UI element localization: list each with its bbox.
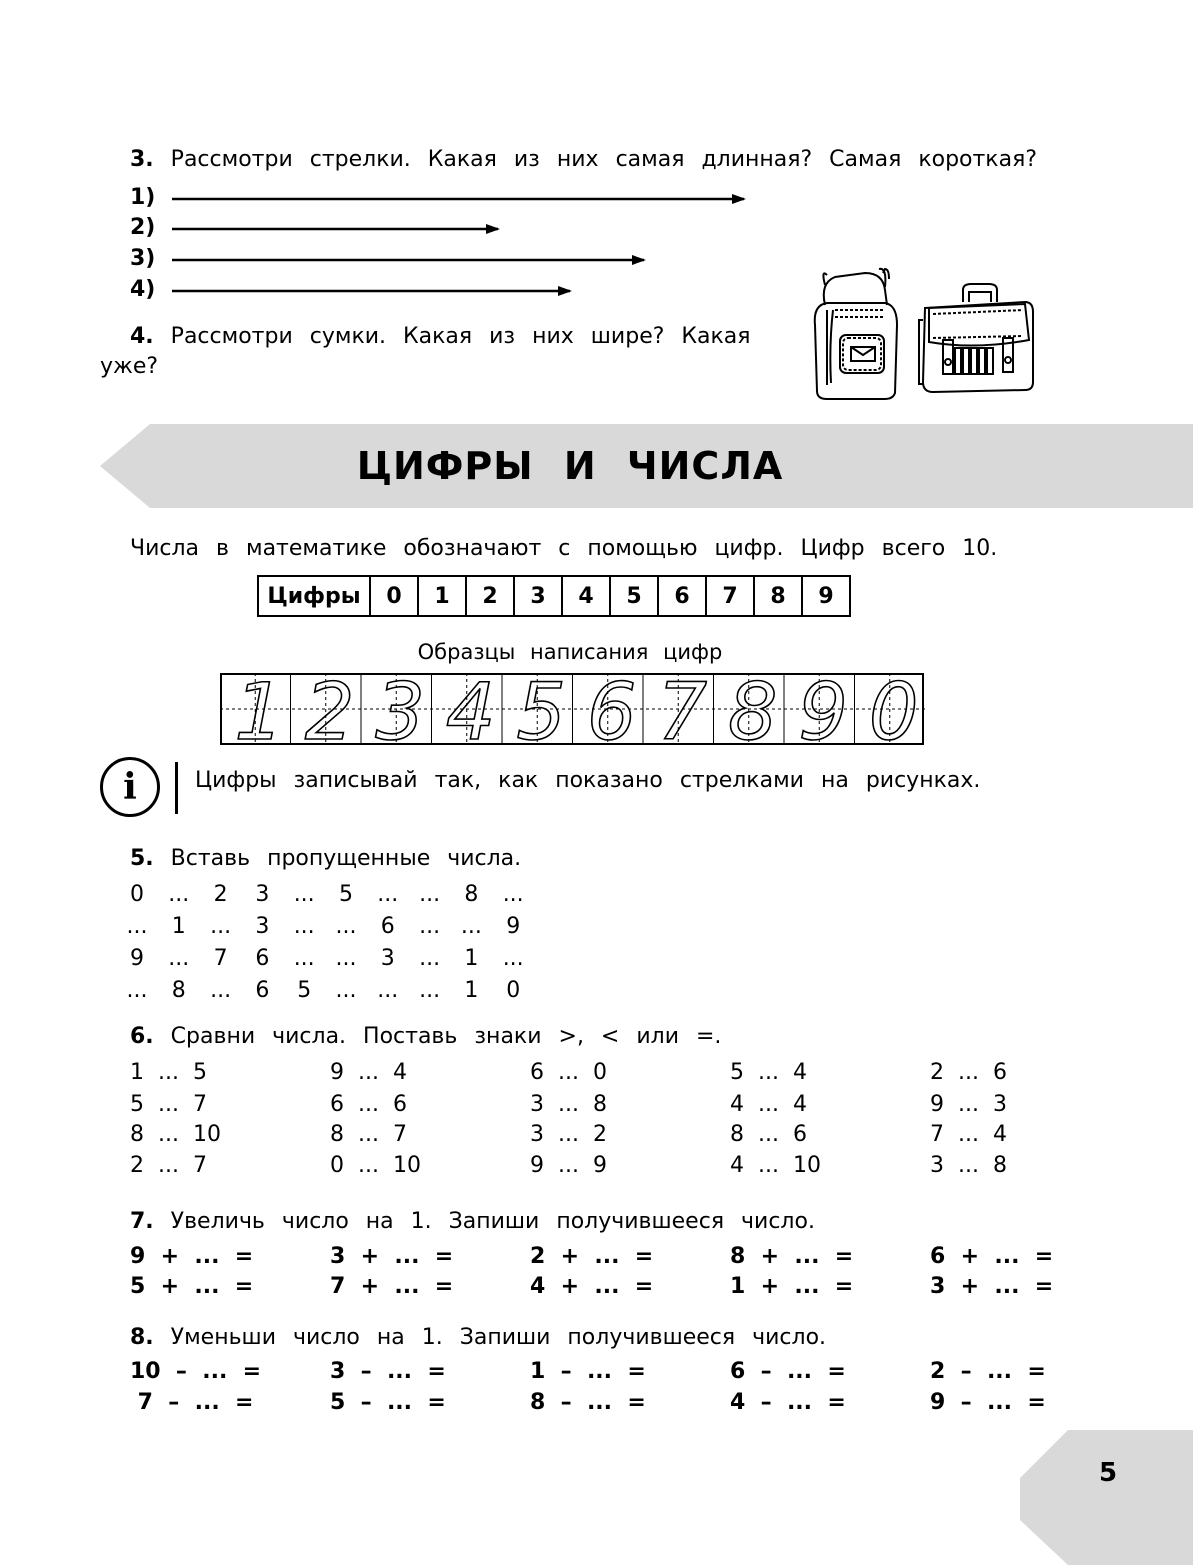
task5-heading xyxy=(130,846,521,871)
digit-cell: 1 xyxy=(418,576,466,616)
sequence-item: 1 xyxy=(464,946,479,971)
handwriting-samples-grid xyxy=(220,673,925,745)
sequence-item: 0 xyxy=(506,978,521,1003)
equation-item: 10 – ... = xyxy=(130,1359,262,1384)
comparison-item: 3 ... 8 xyxy=(530,1092,607,1117)
comparison-item: 1 ... 5 xyxy=(130,1060,207,1085)
sample-digit: 0 xyxy=(868,673,919,745)
intro-text: Числа в математике обозначают с помощью цифр. Цифр всего 10. xyxy=(130,536,998,561)
equation-item: 9 + ... = xyxy=(130,1244,254,1269)
sequence-item: ... xyxy=(168,946,190,971)
sequence-item: 3 xyxy=(380,946,395,971)
sequence-item: 1 xyxy=(464,978,479,1003)
sequence-item: 8 xyxy=(464,882,479,907)
equation-item: 6 – ... = xyxy=(730,1359,846,1384)
sequence-item: ... xyxy=(377,978,399,1003)
equation-item: 4 + ... = xyxy=(530,1274,654,1299)
task7-number: 7. xyxy=(130,1209,154,1234)
comparison-item: 3 ... 8 xyxy=(930,1153,1007,1178)
sequence-item: ... xyxy=(419,882,441,907)
arrow-3 xyxy=(172,246,652,276)
task6-heading xyxy=(130,1024,721,1049)
sequence-item: ... xyxy=(419,914,441,939)
sequence-item: ... xyxy=(210,914,232,939)
sequence-item: 6 xyxy=(255,978,270,1003)
sequence-item: ... xyxy=(293,882,315,907)
briefcase-illustration xyxy=(915,280,1040,400)
info-text: Цифры записывай так, как показано стрелками на рисунках. xyxy=(195,768,981,793)
task3-number: 3. xyxy=(130,147,154,172)
comparison-item: 4 ... 4 xyxy=(730,1092,807,1117)
samples-title: Образцы написания цифр xyxy=(417,640,723,664)
sequence-item: ... xyxy=(335,914,357,939)
digit-cell: 8 xyxy=(754,576,802,616)
sequence-item: 3 xyxy=(255,914,270,939)
equation-item: 5 – ... = xyxy=(330,1390,446,1415)
comparison-item: 8 ... 7 xyxy=(330,1122,407,1147)
task6-text: Сравни числа. Поставь знаки >, < или =. xyxy=(170,1024,722,1049)
sample-digit: 7 xyxy=(657,673,708,745)
sequence-item: 6 xyxy=(255,946,270,971)
task8-number: 8. xyxy=(130,1325,154,1350)
sequence-item: ... xyxy=(126,978,148,1003)
sequence-item: ... xyxy=(502,946,524,971)
comparison-item: 7 ... 4 xyxy=(930,1122,1007,1147)
digit-cell: 4 xyxy=(562,576,610,616)
equation-item: 1 + ... = xyxy=(730,1274,854,1299)
sequence-item: 1 xyxy=(171,914,186,939)
sample-digit: 6 xyxy=(586,673,637,745)
task3-heading xyxy=(130,147,1037,172)
arrow-4 xyxy=(172,277,582,307)
digit-cell: 0 xyxy=(370,576,418,616)
digit-cell: 6 xyxy=(658,576,706,616)
sequence-item: 7 xyxy=(213,946,228,971)
equation-item: 7 – ... = xyxy=(130,1390,254,1415)
sequence-item: ... xyxy=(335,946,357,971)
comparison-item: 8 ... 6 xyxy=(730,1122,807,1147)
sequence-item: 6 xyxy=(380,914,395,939)
comparison-item: 9 ... 4 xyxy=(330,1060,407,1085)
task4-text-continued: уже? xyxy=(100,354,159,379)
digits-table xyxy=(257,575,851,617)
page-corner xyxy=(1020,1430,1193,1565)
arrow-label-4: 4) xyxy=(130,277,156,302)
task4-number: 4. xyxy=(130,324,154,349)
comparison-item: 5 ... 4 xyxy=(730,1060,807,1085)
equation-item: 3 + ... = xyxy=(330,1244,454,1269)
sequence-item: 9 xyxy=(506,914,521,939)
sequence-item: ... xyxy=(460,914,482,939)
equation-item: 2 – ... = xyxy=(930,1359,1046,1384)
task3-text: Рассмотри стрелки. Какая из них самая длинная? Самая короткая? xyxy=(170,147,1037,172)
sequence-item: 8 xyxy=(171,978,186,1003)
arrow-2 xyxy=(172,215,512,245)
task4-heading xyxy=(130,324,751,349)
page-number: 5 xyxy=(1098,1458,1118,1488)
equation-item: 6 + ... = xyxy=(930,1244,1054,1269)
comparison-item: 6 ... 0 xyxy=(530,1060,607,1085)
comparison-item: 5 ... 7 xyxy=(130,1092,207,1117)
equation-item: 4 – ... = xyxy=(730,1390,846,1415)
sample-digit: 4 xyxy=(445,673,496,745)
arrow-label-3: 3) xyxy=(130,246,156,271)
sequence-item: ... xyxy=(126,914,148,939)
task5-text: Вставь пропущенные числа. xyxy=(170,846,522,871)
digit-cell: 2 xyxy=(466,576,514,616)
sequence-item: 3 xyxy=(255,882,270,907)
equation-item: 7 + ... = xyxy=(330,1274,454,1299)
sequence-item: 2 xyxy=(213,882,228,907)
task7-heading xyxy=(130,1209,815,1234)
task6-number: 6. xyxy=(130,1024,154,1049)
sample-digit: 2 xyxy=(304,673,355,745)
task4-text: Рассмотри сумки. Какая из них шире? Какая xyxy=(170,324,751,349)
sample-digit: 1 xyxy=(234,673,285,745)
arrow-label-1: 1) xyxy=(130,185,156,210)
sequence-item: ... xyxy=(293,946,315,971)
sequence-item: 5 xyxy=(339,882,353,907)
comparison-item: 4 ... 10 xyxy=(730,1153,821,1178)
sequence-item: ... xyxy=(210,978,232,1003)
equation-item: 8 – ... = xyxy=(530,1390,646,1415)
sample-digit: 8 xyxy=(727,673,778,745)
comparison-item: 6 ... 6 xyxy=(330,1092,407,1117)
sequence-item: 5 xyxy=(297,978,312,1003)
info-icon: i xyxy=(100,757,160,817)
equation-item: 5 + ... = xyxy=(130,1274,254,1299)
task5-number: 5. xyxy=(130,846,154,871)
comparison-item: 9 ... 3 xyxy=(930,1092,1007,1117)
sample-digit: 9 xyxy=(798,673,849,745)
comparison-item: 2 ... 7 xyxy=(130,1153,207,1178)
digit-cell: 5 xyxy=(610,576,658,616)
sequence-item: ... xyxy=(419,978,441,1003)
digit-cell: 3 xyxy=(514,576,562,616)
digit-cell: 7 xyxy=(706,576,754,616)
digit-cell: 9 xyxy=(802,576,850,616)
task8-text: Уменьши число на 1. Запиши получившееся число. xyxy=(170,1325,827,1350)
equation-item: 2 + ... = xyxy=(530,1244,654,1269)
section-title: ЦИФРЫ И ЧИСЛА xyxy=(356,444,784,488)
sequence-item: ... xyxy=(377,882,399,907)
equation-item: 3 + ... = xyxy=(930,1274,1054,1299)
equation-item: 9 – ... = xyxy=(930,1390,1046,1415)
equation-item: 3 – ... = xyxy=(330,1359,446,1384)
sequence-item: ... xyxy=(502,882,524,907)
comparison-item: 3 ... 2 xyxy=(530,1122,607,1147)
arrow-1 xyxy=(172,185,752,215)
comparison-item: 2 ... 6 xyxy=(930,1060,1007,1085)
sequence-item: ... xyxy=(168,882,190,907)
comparison-item: 9 ... 9 xyxy=(530,1153,607,1178)
sequence-item: 9 xyxy=(130,946,144,971)
sequence-item: 0 xyxy=(130,882,144,907)
sample-digit: 5 xyxy=(516,673,567,745)
sequence-item: ... xyxy=(293,914,315,939)
equation-item: 8 + ... = xyxy=(730,1244,854,1269)
info-divider xyxy=(175,762,178,814)
equation-item: 1 – ... = xyxy=(530,1359,646,1384)
task8-heading xyxy=(130,1325,826,1350)
sequence-item: ... xyxy=(335,978,357,1003)
comparison-item: 0 ... 10 xyxy=(330,1153,421,1178)
sequence-item: ... xyxy=(419,946,441,971)
backpack-illustration xyxy=(805,265,905,405)
arrow-label-2: 2) xyxy=(130,215,156,240)
sample-digit: 3 xyxy=(375,673,426,745)
task7-text: Увеличь число на 1. Запиши получившееся число. xyxy=(170,1209,815,1234)
digits-table-header: Цифры xyxy=(258,576,370,616)
comparison-item: 8 ... 10 xyxy=(130,1122,221,1147)
